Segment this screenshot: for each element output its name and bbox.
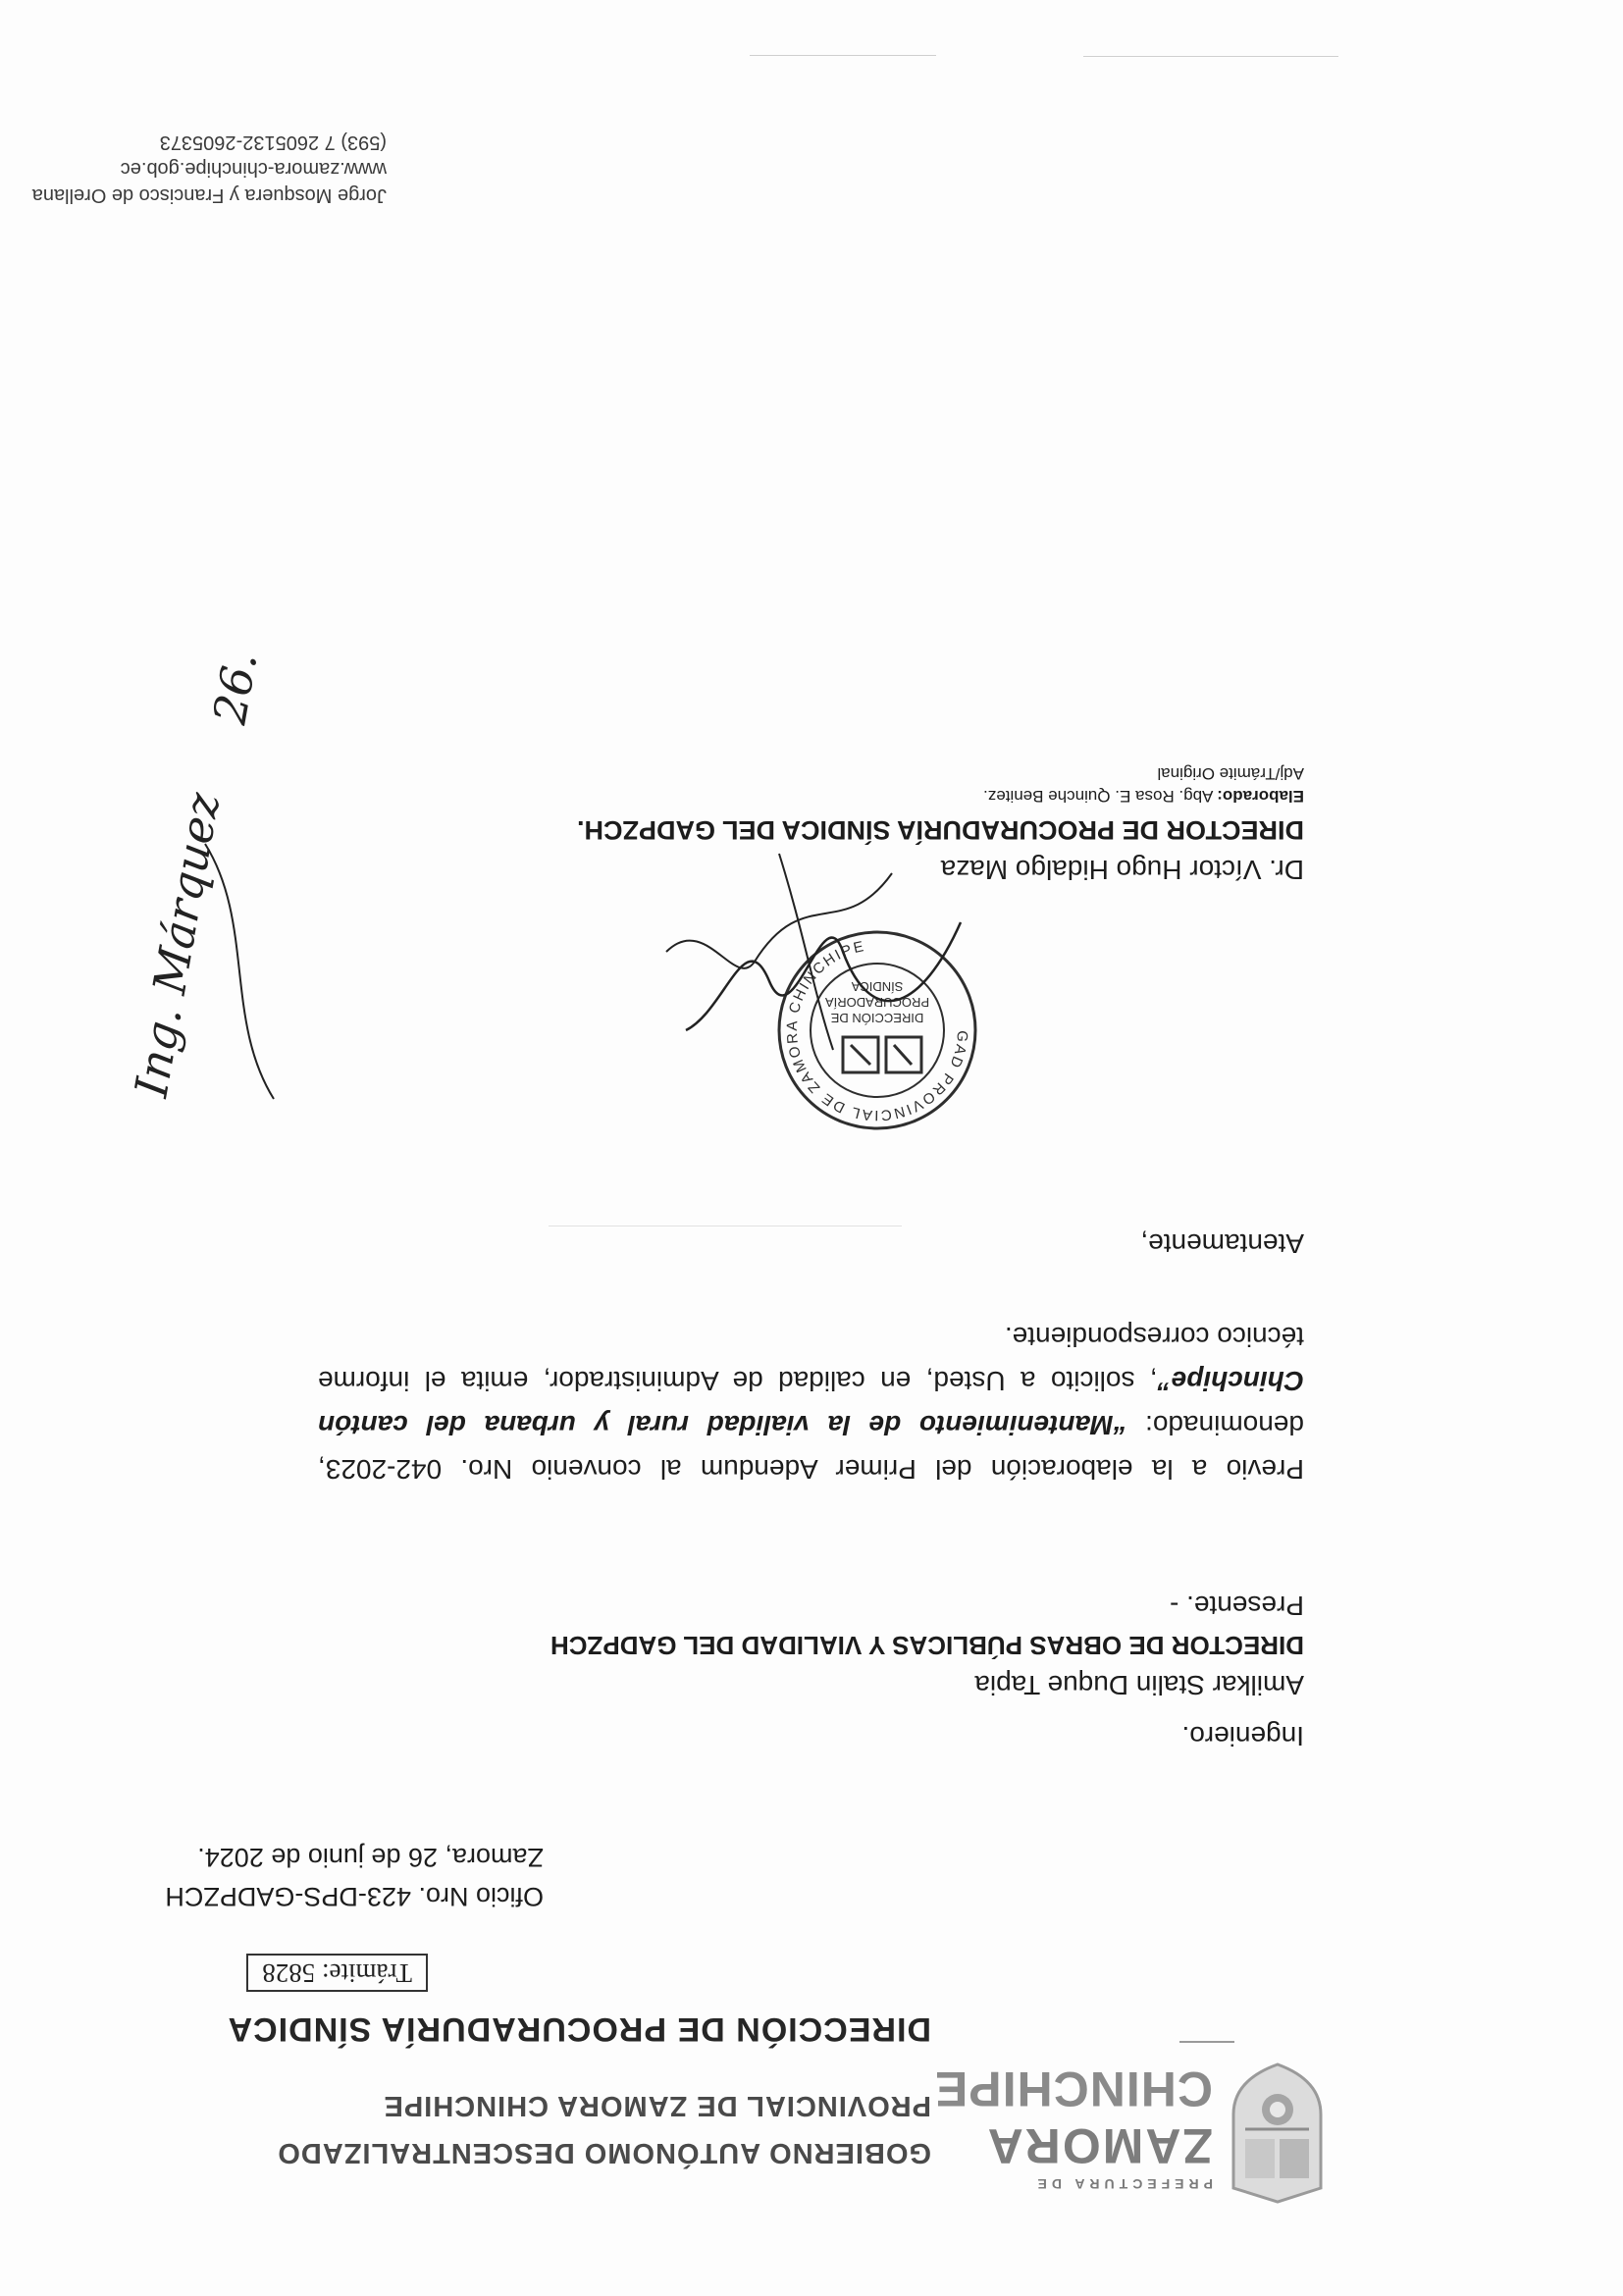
tramite-box: Trámite: 5828	[246, 1954, 428, 1992]
logo-divider	[1179, 2041, 1234, 2043]
handwritten-note-line-1: Ing. Márquez	[124, 788, 231, 1101]
department-title: DIRECCIÓN DE PROCURADURÍA SÍNDICA	[227, 2010, 931, 2048]
logo-prefix: PREFECTURA DE	[1032, 2176, 1213, 2192]
closing: Atentamente,	[1140, 1228, 1304, 1259]
footer-address: Jorge Mosquera y Francisco de Orellana	[31, 184, 387, 206]
logo-line-2: CHINCHIPE	[933, 2061, 1213, 2116]
body-paragraph	[318, 1315, 1304, 1491]
handwritten-margin-note	[28, 628, 313, 1138]
stamp-inner-line-2: PROCURADORÍA	[824, 995, 930, 1010]
handwritten-note-line-2: 26.	[202, 648, 268, 728]
presente-line: Presente. -	[1170, 1591, 1304, 1621]
signer-name: Dr. Víctor Hugo Hidalgo Maza	[940, 855, 1304, 885]
shield-logo-icon	[1226, 2061, 1329, 2208]
letter-date: Zamora, 26 de junio de 2024.	[197, 1843, 544, 1872]
prepared-by	[983, 786, 1304, 806]
paragraph-start: Previo a la elaboración del Primer Adendum al convenio Nro. 042-2023, denominado:	[318, 1410, 1304, 1485]
stamp-inner-line-3: SÍNDICA	[851, 979, 904, 994]
prefectura-logo	[933, 2002, 1329, 2208]
institution-name-line-1: GOBIERNO AUTÓNOMO DESCENTRALIZADO	[277, 2137, 931, 2168]
attachment-note: Adj/Trámite Original	[1157, 764, 1304, 783]
agreement-name: “Mantenimiento de la vialidad rural y urbana del cantón Chinchipe”	[318, 1366, 1304, 1440]
prepared-by-label: Elaborado:	[1217, 787, 1304, 806]
footer-website[interactable]: www.zamora-chinchipe.gob.ec	[120, 158, 387, 180]
stamp-outer-text: GAD PROVINCIAL DE ZAMORA CHINCHIPE	[783, 937, 971, 1124]
stamp-inner-line-1: DIRECCIÓN DE	[830, 1011, 924, 1025]
paragraph-end: , solicito a Usted, en calidad de Administrador, emita el informe técnico correspondiente.	[318, 1322, 1304, 1396]
prepared-by-value: Abg. Rosa E. Quinche Benitez.	[983, 787, 1218, 806]
recipient-name: Amilkar Stalin Duque Tapia	[974, 1670, 1304, 1700]
salutation: Ingeniero.	[1181, 1721, 1304, 1751]
scan-artifact-line	[1083, 56, 1338, 57]
signer-title: DIRECTOR DE PROCURADURÍA SÍNDICA DEL GADPZCH.	[576, 815, 1304, 845]
scan-artifact-line	[750, 55, 936, 56]
institution-name-line-2: PROVINCIAL DE ZAMORA CHINCHIPE	[383, 2090, 931, 2121]
oficio-number: Oficio Nro. 423-DPS-GADPZCH	[165, 1882, 544, 1911]
handwritten-signature	[647, 834, 980, 1070]
recipient-title: DIRECTOR DE OBRAS PÚBLICAS Y VIALIDAD DEL GADPZCH	[550, 1631, 1304, 1660]
logo-line-1: ZAMORA	[985, 2118, 1213, 2173]
footer-phone: (593) 7 2605132-2605373	[159, 131, 387, 153]
